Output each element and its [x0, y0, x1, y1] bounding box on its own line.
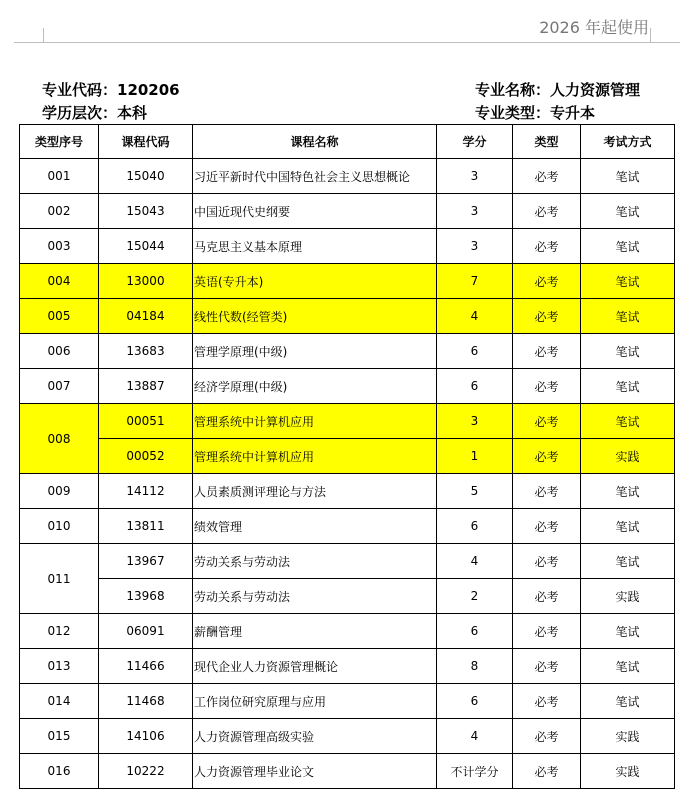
course-code: 15044 [99, 229, 193, 264]
credit: 3 [437, 159, 513, 194]
course-name: 中国近现代史纲要 [193, 194, 437, 229]
table-row [20, 299, 675, 334]
course-type: 必考 [513, 404, 581, 439]
type-seq: 007 [20, 369, 99, 404]
type-seq: 001 [20, 159, 99, 194]
major-type: 专业类型：专升本 [475, 104, 596, 122]
course-code: 10222 [99, 754, 193, 789]
exam-method: 笔试 [581, 159, 675, 194]
col-header-type: 类型 [513, 125, 581, 159]
course-type: 必考 [513, 544, 581, 579]
credit: 6 [437, 684, 513, 719]
credit: 3 [437, 194, 513, 229]
credit: 2 [437, 579, 513, 614]
course-table [19, 124, 675, 789]
type-seq: 011 [20, 544, 99, 614]
exam-method: 笔试 [581, 544, 675, 579]
course-type: 必考 [513, 614, 581, 649]
exam-method: 笔试 [581, 334, 675, 369]
course-code: 04184 [99, 299, 193, 334]
table-row [20, 229, 675, 264]
course-name: 英语(专升本) [193, 264, 437, 299]
table-row [20, 509, 675, 544]
crop-mark [14, 42, 44, 43]
course-type: 必考 [513, 334, 581, 369]
credit: 4 [437, 299, 513, 334]
course-code: 14106 [99, 719, 193, 754]
table-row [20, 754, 675, 789]
course-type: 必考 [513, 369, 581, 404]
credit: 6 [437, 614, 513, 649]
exam-method: 笔试 [581, 229, 675, 264]
col-header-credit: 学分 [437, 125, 513, 159]
course-name: 薪酬管理 [193, 614, 437, 649]
course-code: 13968 [99, 579, 193, 614]
exam-method: 笔试 [581, 264, 675, 299]
type-seq: 002 [20, 194, 99, 229]
course-type: 必考 [513, 684, 581, 719]
course-type: 必考 [513, 229, 581, 264]
credit: 6 [437, 334, 513, 369]
course-name: 习近平新时代中国特色社会主义思想概论 [193, 159, 437, 194]
major-name: 专业名称：人力资源管理 [475, 81, 641, 99]
exam-method: 笔试 [581, 649, 675, 684]
course-name: 线性代数(经管类) [193, 299, 437, 334]
credit: 8 [437, 649, 513, 684]
meta-row-1 [42, 79, 652, 100]
table-row [20, 474, 675, 509]
course-type: 必考 [513, 579, 581, 614]
type-seq: 003 [20, 229, 99, 264]
table-row [20, 614, 675, 649]
table-row [20, 404, 675, 439]
exam-method: 笔试 [581, 614, 675, 649]
credit: 7 [437, 264, 513, 299]
education-level: 学历层次：本科 [42, 104, 148, 122]
type-seq: 012 [20, 614, 99, 649]
exam-method: 实践 [581, 754, 675, 789]
table-row [20, 439, 675, 474]
type-seq: 005 [20, 299, 99, 334]
table-row [20, 334, 675, 369]
course-name: 人员素质测评理论与方法 [193, 474, 437, 509]
course-name: 劳动关系与劳动法 [193, 579, 437, 614]
course-name: 绩效管理 [193, 509, 437, 544]
course-type: 必考 [513, 264, 581, 299]
course-code: 15043 [99, 194, 193, 229]
exam-method: 笔试 [581, 684, 675, 719]
course-name: 现代企业人力资源管理概论 [193, 649, 437, 684]
table-row [20, 719, 675, 754]
course-type: 必考 [513, 649, 581, 684]
course-name: 劳动关系与劳动法 [193, 544, 437, 579]
exam-method: 笔试 [581, 369, 675, 404]
exam-method: 笔试 [581, 299, 675, 334]
table-body [20, 159, 675, 789]
course-name: 马克思主义基本原理 [193, 229, 437, 264]
table-row [20, 369, 675, 404]
table-row [20, 264, 675, 299]
type-seq: 008 [20, 404, 99, 474]
course-code: 06091 [99, 614, 193, 649]
crop-mark [650, 28, 651, 43]
credit: 3 [437, 404, 513, 439]
exam-method: 笔试 [581, 474, 675, 509]
credit: 6 [437, 509, 513, 544]
course-type: 必考 [513, 509, 581, 544]
type-seq: 015 [20, 719, 99, 754]
header-note: 2026 年起使用 [539, 18, 649, 37]
course-code: 00052 [99, 439, 193, 474]
course-code: 14112 [99, 474, 193, 509]
exam-method: 笔试 [581, 404, 675, 439]
meta-row-2 [42, 102, 652, 123]
course-code: 11466 [99, 649, 193, 684]
exam-method: 笔试 [581, 509, 675, 544]
credit: 4 [437, 544, 513, 579]
course-name: 管理系统中计算机应用 [193, 404, 437, 439]
table-row [20, 684, 675, 719]
exam-method: 笔试 [581, 194, 675, 229]
course-name: 人力资源管理高级实验 [193, 719, 437, 754]
course-code: 11468 [99, 684, 193, 719]
course-type: 必考 [513, 299, 581, 334]
type-seq: 014 [20, 684, 99, 719]
course-code: 00051 [99, 404, 193, 439]
type-seq: 004 [20, 264, 99, 299]
credit: 不计学分 [437, 754, 513, 789]
course-code: 15040 [99, 159, 193, 194]
course-type: 必考 [513, 159, 581, 194]
course-code: 13811 [99, 509, 193, 544]
crop-mark [650, 42, 680, 43]
major-code: 专业代码：120206 [42, 81, 180, 99]
course-code: 13683 [99, 334, 193, 369]
table-row [20, 194, 675, 229]
type-seq: 013 [20, 649, 99, 684]
crop-mark [43, 28, 44, 43]
course-name: 管理学原理(中级) [193, 334, 437, 369]
credit: 5 [437, 474, 513, 509]
course-name: 经济学原理(中级) [193, 369, 437, 404]
table-row [20, 649, 675, 684]
credit: 3 [437, 229, 513, 264]
credit: 6 [437, 369, 513, 404]
credit: 1 [437, 439, 513, 474]
course-name: 工作岗位研究原理与应用 [193, 684, 437, 719]
table-row [20, 579, 675, 614]
exam-method: 实践 [581, 579, 675, 614]
type-seq: 006 [20, 334, 99, 369]
table-row [20, 159, 675, 194]
col-header-seq: 类型序号 [20, 125, 99, 159]
course-name: 管理系统中计算机应用 [193, 439, 437, 474]
col-header-code: 课程代码 [99, 125, 193, 159]
course-type: 必考 [513, 719, 581, 754]
exam-method: 实践 [581, 439, 675, 474]
course-type: 必考 [513, 194, 581, 229]
type-seq: 016 [20, 754, 99, 789]
header-rule [44, 42, 650, 43]
col-header-name: 课程名称 [193, 125, 437, 159]
col-header-exam: 考试方式 [581, 125, 675, 159]
course-code: 13000 [99, 264, 193, 299]
table-row [20, 544, 675, 579]
exam-method: 实践 [581, 719, 675, 754]
course-name: 人力资源管理毕业论文 [193, 754, 437, 789]
type-seq: 009 [20, 474, 99, 509]
type-seq: 010 [20, 509, 99, 544]
course-code: 13887 [99, 369, 193, 404]
credit: 4 [437, 719, 513, 754]
course-type: 必考 [513, 474, 581, 509]
table-header-row [20, 125, 675, 159]
course-type: 必考 [513, 754, 581, 789]
course-type: 必考 [513, 439, 581, 474]
course-code: 13967 [99, 544, 193, 579]
